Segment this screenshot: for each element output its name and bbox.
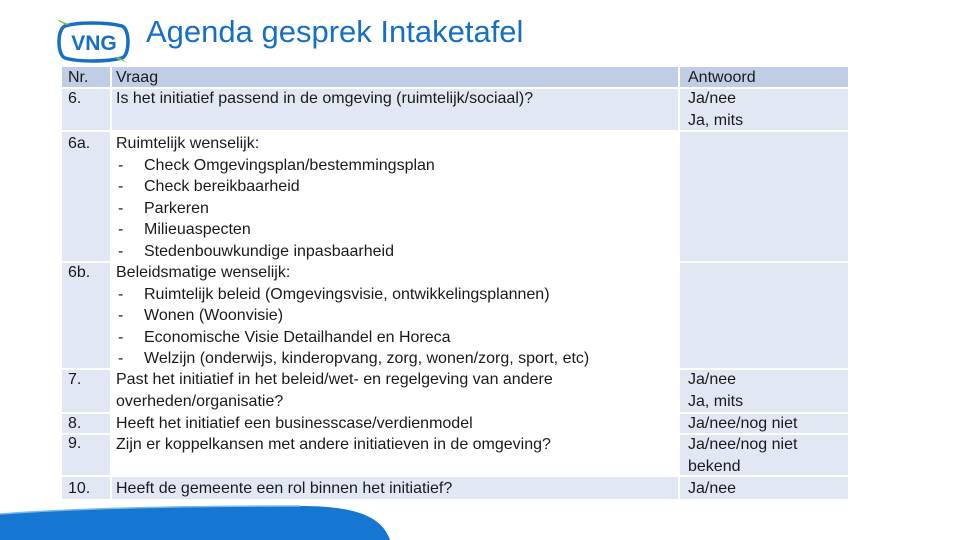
answer-line: Ja, mits <box>688 111 744 129</box>
row-10-number: 10. <box>68 480 91 497</box>
list-item: - Stedenbouwkundige inpasbaarheid <box>118 242 394 260</box>
list-item: - Welzijn (onderwijs, kinderopvang, zorg, wonen/zorg, sport, etc) <box>118 350 590 367</box>
list-item: - Check Omgevingsplan/bestemmingsplan <box>118 156 435 174</box>
row-6-answer <box>688 88 743 131</box>
list-item: - Check bereikbaarheid <box>118 178 300 195</box>
row-8-question: Heeft het initiatief een businesscase/verdienmodel <box>116 415 473 432</box>
list-item: - Ruimtelijk beleid (Omgevingsvisie, ontwikkelingsplannen) <box>118 285 550 303</box>
answer-line: bekend <box>688 457 741 475</box>
row-6b-number: 6b. <box>68 264 91 281</box>
row-9-answer <box>688 434 797 477</box>
row-7-question <box>116 369 553 412</box>
header-antwoord: Antwoord <box>688 69 756 86</box>
row-6-number: 6. <box>68 90 82 107</box>
answer-line: Ja/nee <box>688 371 737 388</box>
row-6b-list <box>116 284 589 370</box>
list-item: - Wonen (Woonvisie) <box>118 307 284 324</box>
answer-line: Ja, mits <box>688 392 744 410</box>
row-9-question: Zijn er koppelkansen met andere initiatieven in de omgeving? <box>116 436 551 453</box>
answer-line: Ja/nee <box>688 90 737 107</box>
list-item: - Milieuaspecten <box>118 221 251 238</box>
row-6a-list <box>116 155 435 263</box>
list-item: - Economische Visie Detailhandel en Horeca <box>118 328 451 346</box>
question-line: Past het initiatief in het beleid/wet- en regelgeving van andere <box>116 371 553 388</box>
row-10-answer: Ja/nee <box>688 480 737 497</box>
question-line: overheden/organisatie? <box>116 392 284 410</box>
bottom-wave-decoration <box>0 502 392 540</box>
row-8-number: 8. <box>68 415 82 432</box>
row-6a-number: 6a. <box>68 135 91 152</box>
row-6a-title: Ruimtelijk wenselijk: <box>116 135 260 152</box>
row-6a-question <box>116 133 435 262</box>
logo-text: VNG <box>71 32 117 55</box>
list-item: - Parkeren <box>118 199 209 217</box>
row-6b-title: Beleidsmatige wenselijk: <box>116 264 291 281</box>
agenda-table <box>62 67 848 499</box>
row-7-number: 7. <box>68 371 82 388</box>
answer-line: Ja/nee/nog niet <box>688 436 798 453</box>
row-8-answer: Ja/nee/nog niet <box>688 415 798 432</box>
page-title: Agenda gesprek Intaketafel <box>146 14 524 49</box>
row-9-number: 9. <box>68 435 82 452</box>
header-vraag: Vraag <box>116 69 159 86</box>
row-6-question: Is het initiatief passend in de omgeving (ruimtelijk/sociaal)? <box>116 90 534 107</box>
vng-logo <box>56 20 132 64</box>
row-7-answer <box>688 369 743 412</box>
row-6b-question <box>116 262 589 370</box>
row-10-question: Heeft de gemeente een rol binnen het initiatief? <box>116 480 453 497</box>
header-nr: Nr. <box>68 69 89 86</box>
